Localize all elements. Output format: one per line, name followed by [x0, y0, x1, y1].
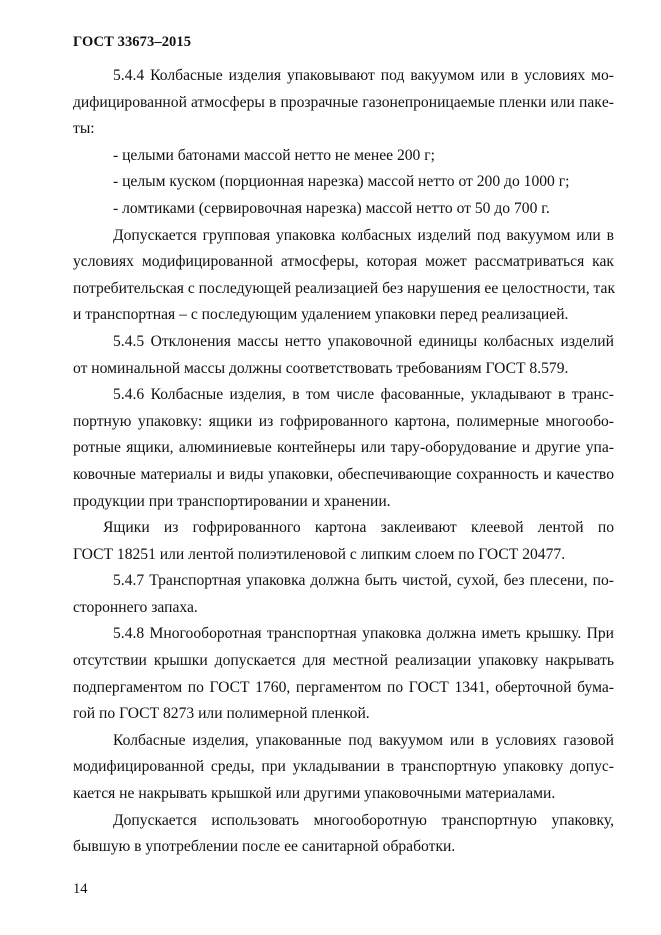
list-whole-loaves	[73, 143, 614, 170]
text-line: Ящики из гофрированного картона заклеивают клеевой лентой по	[103, 519, 614, 537]
para-boxes-taping	[73, 515, 614, 568]
text-line: гой по ГОСТ 8273 или полимерной пленкой.	[73, 705, 370, 723]
text-line: ГОСТ 18251 или лентой полиэтиленовой с липким слоем по ГОСТ 20477.	[73, 545, 566, 563]
list-whole-piece	[73, 169, 614, 196]
text-line: модифицированной среды, при укладывании в транспортную упаковку допус-	[73, 758, 614, 776]
text-line: ротные ящики, алюминиевые контейнеры или тару-оборудование и другие упа-	[73, 439, 614, 457]
text-line: от номинальной массы должны соответствовать требованиям ГОСТ 8.579.	[73, 359, 569, 377]
text-line: условиях модифицированной атмосферы, которая может рассматриваться как	[73, 253, 614, 271]
text-line: продукции при транспортировании и хранении.	[73, 492, 391, 510]
text-line: бывшую в употреблении после ее санитарной обработки.	[73, 838, 456, 856]
para-reuse-packaging	[73, 808, 614, 861]
text-line: 5.4.5 Отклонения массы нетто упаковочной единицы колбасных изделий	[113, 332, 614, 350]
text-line: - ломтиками (сервировочная нарезка) массой нетто от 50 до 700 г.	[113, 199, 550, 217]
text-line: кается не накрывать крышкой или другими упаковочными материалами.	[73, 785, 556, 803]
text-line: потребительская с последующей реализацией без нарушения ее целостности, так	[73, 279, 616, 297]
text-line: подпергаментом по ГОСТ 1760, пергаментом по ГОСТ 1341, оберточной бума-	[73, 678, 614, 696]
text-line: отсутствии крышки допускается для местной реализации упаковку накрывать	[73, 652, 614, 670]
para-vacuum-no-cover	[73, 728, 614, 808]
document-body	[73, 63, 614, 861]
text-line: 5.4.8 Многооборотная транспортная упаковка должна иметь крышку. При	[113, 625, 614, 643]
para-group-packaging	[73, 223, 614, 329]
para-5-4-6	[73, 382, 614, 515]
text-line: и транспортная – с последующим удалением упаковки перед реализацией.	[73, 306, 569, 324]
text-line: дифицированной атмосферы в прозрачные газонепроницаемые пленки или пакe-	[73, 93, 614, 111]
text-line: портную упаковку: ящики из гофрированного картона, полимерные многообо-	[73, 412, 614, 430]
para-5-4-5	[73, 329, 614, 382]
text-line: - целыми батонами массой нетто не менее 200 г;	[113, 146, 435, 164]
text-line: ты:	[73, 120, 95, 138]
document-header: ГОСТ 33673–2015	[73, 34, 192, 50]
para-5-4-7	[73, 568, 614, 621]
text-line: Допускается групповая упаковка колбасных изделий под вакуумом или в	[113, 226, 614, 244]
text-line: 5.4.4 Колбасные изделия упаковывают под вакуумом или в условиях мо-	[113, 67, 614, 84]
text-line: - целым куском (порционная нарезка) массой нетто от 200 до 1000 г;	[113, 173, 570, 191]
text-line: ковочные материалы и виды упаковки, обеспечивающие сохранность и качество	[73, 465, 614, 483]
text-line: 5.4.6 Колбасные изделия, в том числе фасованные, укладывают в транс-	[113, 386, 614, 404]
text-line: стороннего запаха.	[73, 598, 198, 616]
text-line: Допускается использовать многооборотную транспортную упаковку,	[113, 811, 614, 829]
text-line: 5.4.7 Транспортная упаковка должна быть чистой, сухой, без плесени, по-	[113, 572, 614, 590]
list-slices	[73, 196, 614, 223]
para-5-4-8	[73, 621, 614, 727]
para-5-4-4	[73, 63, 614, 143]
text-line: Колбасные изделия, упакованные под вакуумом или в условиях газовой	[113, 731, 614, 749]
page-number: 14	[73, 881, 88, 897]
